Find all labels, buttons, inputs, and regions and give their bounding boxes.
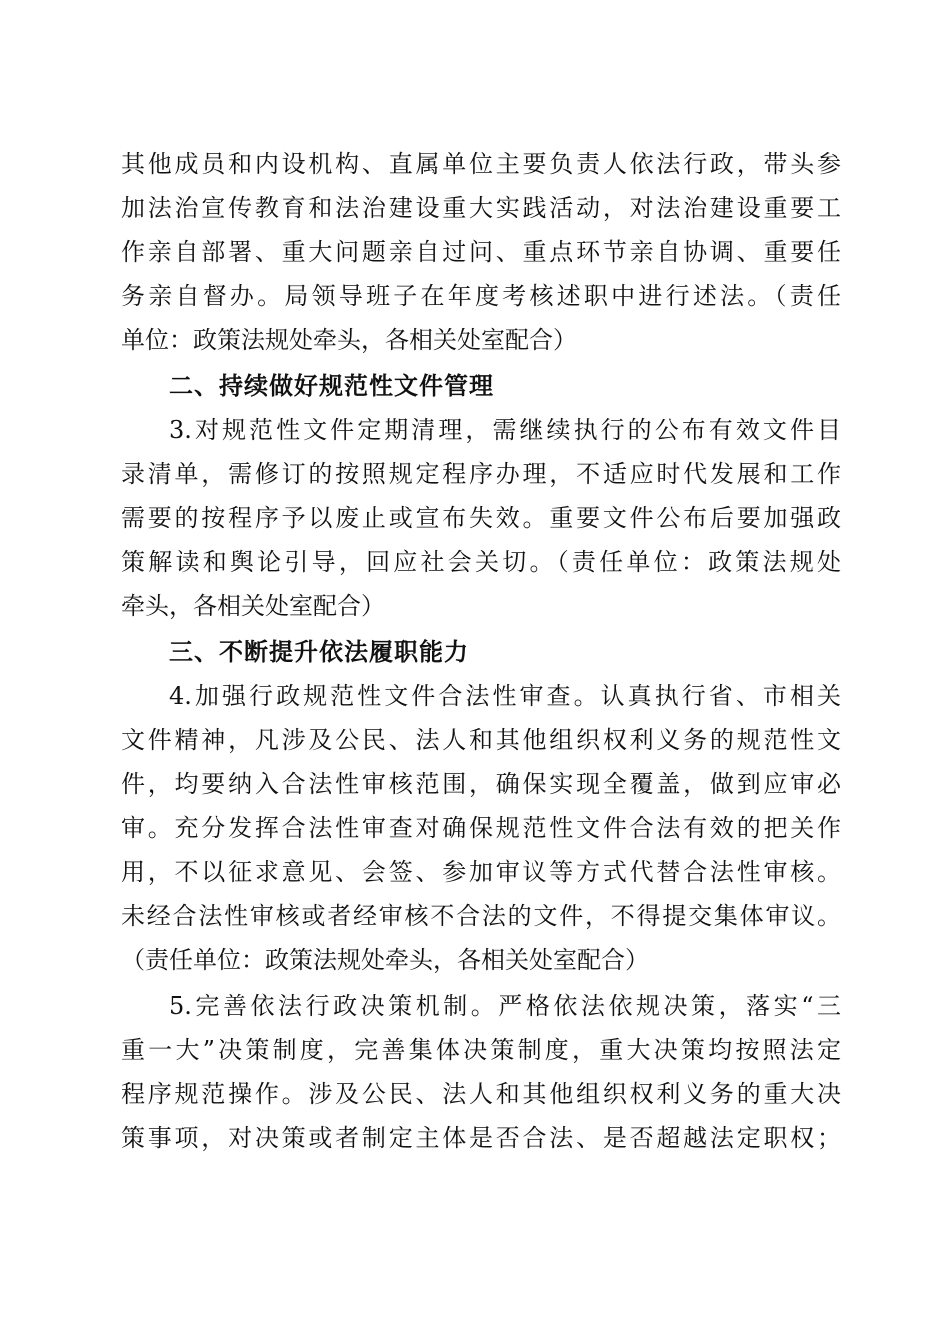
paragraph-line: 未经合法性审核或者经审核不合法的文件，不得提交集体审议。 <box>121 902 841 930</box>
paragraph-line: 策解读和舆论引导，回应社会关切。（责任单位：政策法规处 <box>121 548 841 576</box>
paragraph-line: 4.加强行政规范性文件合法性审查。认真执行省、市相关 <box>169 682 841 710</box>
paragraph-line: 单位：政策法规处牵头，各相关处室配合） <box>121 326 577 354</box>
paragraph-line: 件，均要纳入合法性审核范围，确保实现全覆盖，做到应审必 <box>121 770 841 798</box>
section-heading-3: 三、不断提升依法履职能力 <box>169 638 469 666</box>
paragraph-line: （责任单位：政策法规处牵头，各相关处室配合） <box>121 946 649 974</box>
section-heading-2: 二、持续做好规范性文件管理 <box>169 372 494 400</box>
paragraph-line: 其他成员和内设机构、直属单位主要负责人依法行政，带头参 <box>121 150 841 178</box>
paragraph-line: 牵头，各相关处室配合） <box>121 592 385 620</box>
paragraph-line: 用，不以征求意见、会签、参加审议等方式代替合法性审核。 <box>121 858 841 886</box>
paragraph-line: 文件精神，凡涉及公民、法人和其他组织权利义务的规范性文 <box>121 726 841 754</box>
paragraph-line: 重一大”决策制度，完善集体决策制度，重大决策均按照法定 <box>121 1036 841 1064</box>
paragraph-line: 策事项，对决策或者制定主体是否合法、是否超越法定职权； <box>121 1124 841 1152</box>
paragraph-line: 务亲自督办。局领导班子在年度考核述职中进行述法。（责任 <box>121 282 841 310</box>
paragraph-line: 程序规范操作。涉及公民、法人和其他组织权利义务的重大决 <box>121 1080 841 1108</box>
paragraph-line: 需要的按程序予以废止或宣布失效。重要文件公布后要加强政 <box>121 504 841 532</box>
paragraph-line: 作亲自部署、重大问题亲自过问、重点环节亲自协调、重要任 <box>121 238 841 266</box>
paragraph-line: 录清单，需修订的按照规定程序办理，不适应时代发展和工作 <box>121 460 841 488</box>
paragraph-line: 5.完善依法行政决策机制。严格依法依规决策，落实“三 <box>169 992 841 1020</box>
paragraph-line: 3.对规范性文件定期清理，需继续执行的公布有效文件目 <box>169 416 841 444</box>
paragraph-line: 加法治宣传教育和法治建设重大实践活动，对法治建设重要工 <box>121 194 841 222</box>
paragraph-line: 审。充分发挥合法性审查对确保规范性文件合法有效的把关作 <box>121 814 841 842</box>
